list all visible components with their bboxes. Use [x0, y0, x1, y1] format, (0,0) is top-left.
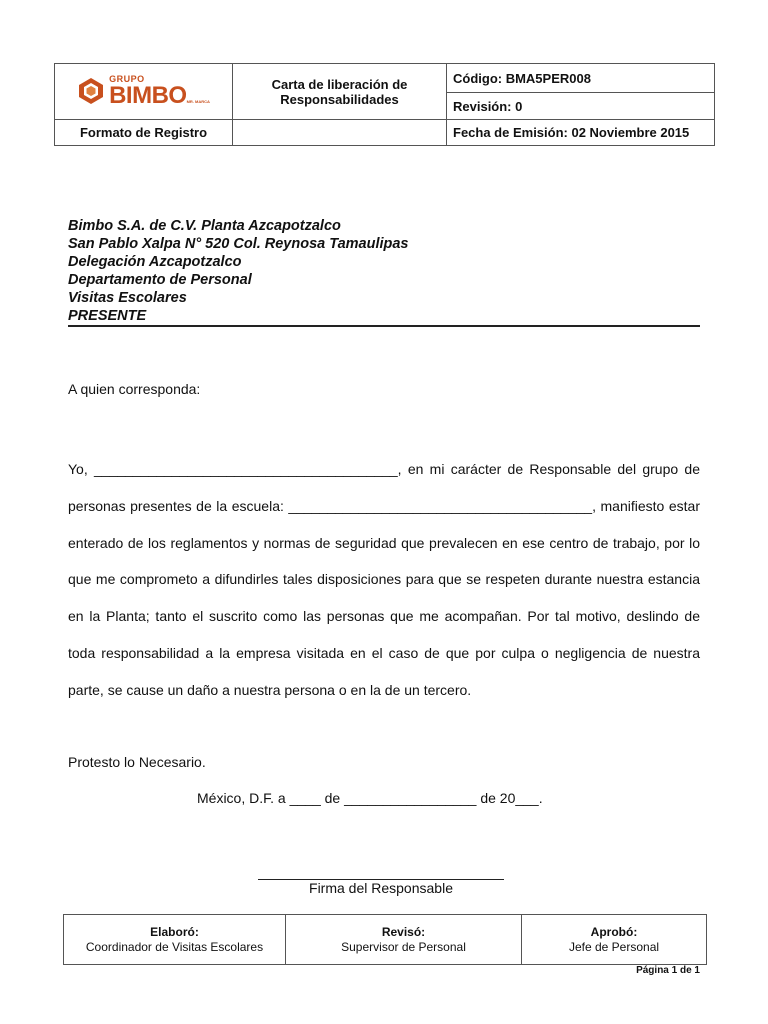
closing-text: Protesto lo Necesario. — [68, 754, 206, 770]
document-header-table — [54, 63, 714, 145]
bimbo-logo-icon — [77, 77, 105, 105]
reviso-value: Supervisor de Personal — [341, 939, 466, 954]
addressee-block — [68, 217, 700, 325]
addressee-line: San Pablo Xalpa N° 520 Col. Reynosa Tamaulipas — [68, 236, 409, 252]
issue-date: Fecha de Emisión: 02 Noviembre 2015 — [447, 120, 715, 146]
aprobo-cell — [522, 915, 707, 965]
addressee-line: Visitas Escolares — [68, 290, 187, 306]
addressee-line: Bimbo S.A. de C.V. Planta Azcapotzalco — [68, 218, 341, 234]
letter-paragraph: Yo, _______________________________________, en mi carácter de Responsable del grupo de personas presentes de la escuela: _______________________________________, manifiesto estar enterado de los reglamentos y normas de seguridad que prevalecen en ese centro de trabajo, por lo que me comprometo a difundirles tales disposiciones para que se respeten durante nuestra estancia en la Planta; tanto el suscrito como las personas que me acompañan. Por tal motivo, deslindo de toda responsabilidad a la empresa visitada en el caso de que por culpa o negligencia de nuestra parte, se cause un daño a nuestra persona o en la de un tercero. — [68, 461, 700, 698]
addressee-line: Departamento de Personal — [68, 272, 252, 288]
company-logo-cell — [55, 64, 233, 120]
addressee-divider — [68, 325, 700, 327]
elaboro-value: Coordinador de Visitas Escolares — [85, 939, 264, 954]
logo-grupo-text: GRUPO — [109, 73, 145, 84]
place-date-line: México, D.F. a ____ de _________________ de 20___. — [197, 790, 543, 806]
document-title: Carta de liberación de Responsabilidades — [233, 64, 447, 120]
logo-trademark-text: MR. MARCA — [186, 98, 210, 104]
approval-footer-table — [63, 914, 706, 965]
signature-label: Firma del Responsable — [309, 880, 453, 896]
logo-bimbo-text: BIMBO — [109, 81, 187, 109]
addressee-line: PRESENTE — [68, 308, 147, 324]
aprobo-value: Jefe de Personal — [568, 939, 660, 954]
addressee-line: Delegación Azcapotzalco — [68, 254, 242, 270]
salutation: A quien corresponda: — [68, 381, 201, 397]
form-type: Formato de Registro — [55, 120, 233, 146]
document-code: Código: BMA5PER008 — [447, 64, 715, 93]
reviso-label: Revisó: — [381, 924, 426, 939]
grupo-bimbo-logo — [77, 75, 210, 108]
document-revision: Revisión: 0 — [447, 93, 715, 120]
elaboro-cell — [64, 915, 286, 965]
page-number: Página 1 de 1 — [636, 965, 700, 976]
elaboro-label: Elaboró: — [150, 924, 199, 939]
letter-body — [68, 451, 700, 709]
empty-header-cell — [233, 120, 447, 146]
reviso-cell — [286, 915, 522, 965]
aprobo-label: Aprobó: — [590, 924, 638, 939]
